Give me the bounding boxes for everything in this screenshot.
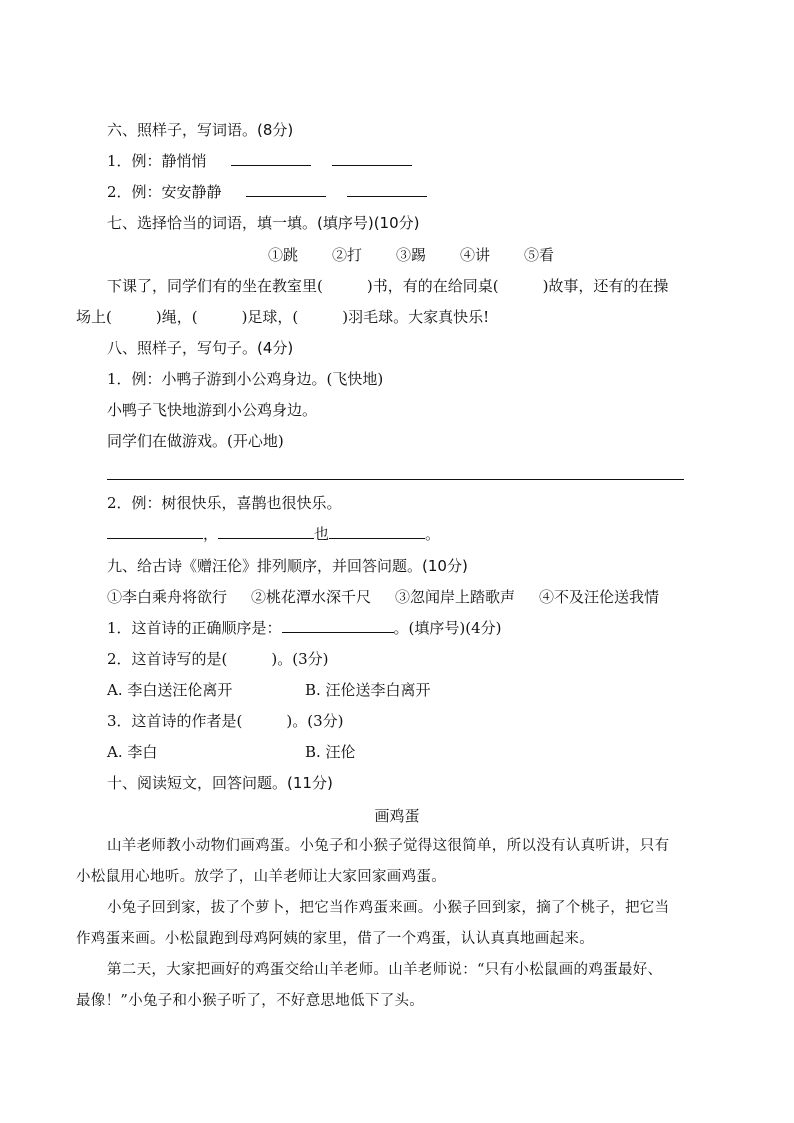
s8-q2: 2．例：树很快乐，喜鹊也很快乐。 — [107, 494, 342, 512]
s7-text: )故事，还有的在操 — [542, 277, 669, 295]
s9-q1-text: 1．这首诗的正确顺序是： — [107, 619, 282, 637]
s9-q3-option-a[interactable]: A. 李白 — [107, 743, 158, 761]
poem-line-1: ①李白乘舟将欲行 — [107, 588, 228, 606]
option-3: ③踢 — [396, 246, 427, 264]
s7-text: 下课了，同学们有的坐在教室里( — [107, 277, 323, 295]
s7-text: )羽毛球。大家真快乐! — [342, 308, 490, 326]
s8-q2-text: ， — [203, 525, 219, 543]
s9-q3 — [107, 711, 344, 731]
s6-q2-blank-2[interactable] — [347, 182, 427, 197]
s8-q2-text: 。 — [425, 525, 441, 543]
s8-q1-answer-line[interactable] — [107, 479, 684, 480]
passage-p1-line-2: 小松鼠用心地听。放学了，山羊老师让大家回家画鸡蛋。 — [76, 869, 446, 885]
s9-q2-options — [107, 680, 431, 700]
section-7-options — [268, 245, 554, 265]
section-6-q1 — [107, 151, 412, 171]
passage-p2-line-2: 作鸡蛋来画。小松鼠跑到母鸡阿姨的家里，借了一个鸡蛋，认认真真地画起来。 — [76, 931, 594, 947]
s7-text: )足球，( — [241, 308, 299, 326]
passage-p1-line-1: 山羊老师教小动物们画鸡蛋。小兔子和小猴子觉得这很简单，所以没有认真听讲，只有 — [107, 838, 670, 854]
s6-q2-label: 2．例：安安静静 — [107, 183, 222, 201]
section-7-paragraph-line-2 — [76, 307, 489, 327]
option-5: ⑤看 — [524, 246, 555, 264]
s9-q1-text: 。(填序号)(4分) — [393, 619, 502, 637]
s8-q1: 1．例：小鸭子游到小公鸡身边。(飞快地) — [107, 370, 384, 388]
s6-q1-label: 1．例：静悄悄 — [107, 152, 207, 170]
section-7-paragraph-line-1 — [107, 276, 668, 296]
s9-q3-text: )。(3分) — [286, 712, 344, 730]
s6-q2-blank-1[interactable] — [246, 182, 326, 197]
section-9-title: 九、给古诗《赠汪伦》排列顺序，并回答问题。(10分) — [107, 557, 468, 575]
s9-q2-option-a[interactable]: A. 李白送汪伦离开 — [107, 681, 233, 699]
s9-q1 — [107, 618, 502, 638]
s9-q3-option-b[interactable]: B. 汪伦 — [305, 743, 356, 761]
section-7-title: 七、选择恰当的词语，填一填。(填序号)(10分) — [107, 214, 420, 232]
s8-q2-text: 也 — [314, 525, 330, 543]
section-6-title: 六、照样子，写词语。(8分) — [107, 121, 294, 139]
s9-q3-options — [107, 742, 356, 762]
section-10-title: 十、阅读短文，回答问题。(11分) — [107, 774, 333, 792]
s9-q2 — [107, 649, 329, 669]
poem-line-3: ③忽闻岸上踏歌声 — [395, 588, 516, 606]
s7-text: )书，有的在给同桌( — [366, 277, 499, 295]
s8-q2-answer — [107, 524, 440, 544]
s8-q2-blank-3[interactable] — [329, 524, 425, 539]
poem-lines — [107, 587, 659, 607]
section-6-q2 — [107, 182, 427, 202]
s6-q1-blank-1[interactable] — [231, 151, 311, 166]
s7-text: )绳，( — [155, 308, 198, 326]
poem-line-2: ②桃花潭水深千尺 — [251, 588, 372, 606]
option-4: ④讲 — [460, 246, 491, 264]
option-2: ②打 — [332, 246, 363, 264]
passage-p3-line-2: 最像！”小兔子和小猴子听了，不好意思地低下了头。 — [76, 993, 425, 1009]
option-1: ①跳 — [268, 246, 299, 264]
passage-p3-line-1: 第二天，大家把画好的鸡蛋交给山羊老师。山羊老师说：“只有小松鼠画的鸡蛋最好、 — [107, 962, 663, 978]
s9-q2-text: 2．这首诗写的是( — [107, 650, 228, 668]
poem-line-4: ④不及汪伦送我情 — [539, 588, 660, 606]
section-8-title: 八、照样子，写句子。(4分) — [107, 339, 294, 357]
s9-q2-option-b[interactable]: B. 汪伦送李白离开 — [305, 681, 431, 699]
s9-q1-blank[interactable] — [282, 618, 394, 633]
s9-q2-text: )。(3分) — [271, 650, 329, 668]
passage-p2-line-1: 小兔子回到家，拔了个萝卜，把它当作鸡蛋来画。小猴子回到家，摘了个桃子，把它当 — [107, 900, 670, 916]
s9-q3-text: 3．这首诗的作者是( — [107, 712, 243, 730]
s8-q2-blank-2[interactable] — [218, 524, 314, 539]
s8-q1-task: 同学们在做游戏。(开心地) — [107, 432, 284, 450]
s7-text: 场上( — [76, 308, 112, 326]
passage-title: 画鸡蛋 — [374, 807, 420, 825]
s8-q2-blank-1[interactable] — [107, 524, 203, 539]
s8-q1-example: 小鸭子飞快地游到小公鸡身边。 — [107, 401, 318, 419]
s6-q1-blank-2[interactable] — [332, 151, 412, 166]
